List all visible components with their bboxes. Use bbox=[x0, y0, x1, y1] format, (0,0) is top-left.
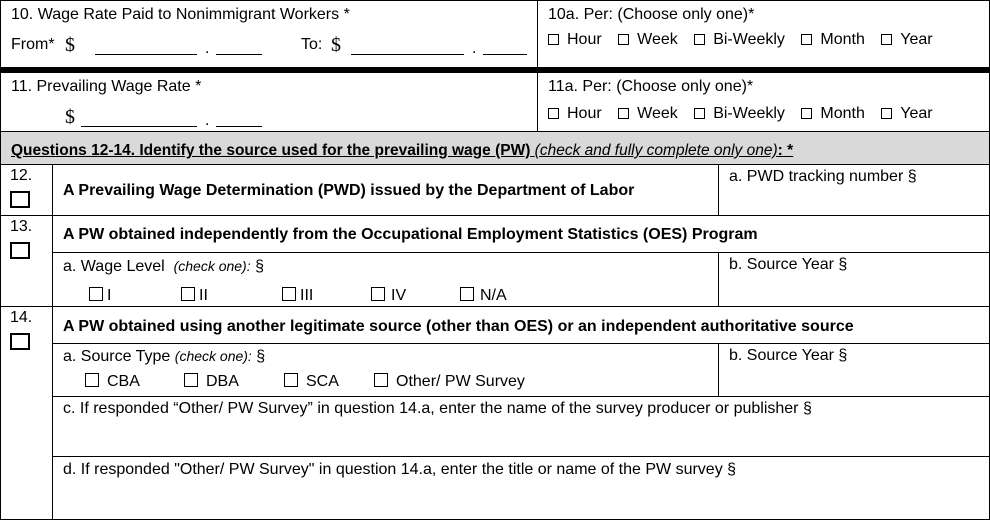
checkbox-icon bbox=[801, 108, 812, 119]
q12-number: 12. bbox=[10, 167, 33, 184]
number-divider bbox=[0, 215, 53, 216]
q10a-option-label: Hour bbox=[567, 31, 602, 48]
q14d-label: d. If responded "Other/ PW Survey" in question 14.a, enter the title or name of the PW survey § bbox=[63, 461, 737, 478]
checkbox-icon bbox=[89, 287, 103, 301]
checkbox-icon bbox=[282, 287, 296, 301]
q10a-label: 10a. Per: (Choose only one)* bbox=[548, 6, 755, 23]
wage-level-option-ii[interactable] bbox=[181, 287, 208, 304]
q10a-option-label: Bi-Weekly bbox=[713, 31, 785, 48]
q14d-cell[interactable] bbox=[52, 456, 990, 520]
checkbox-icon bbox=[460, 287, 474, 301]
q13-wage-level-mark: § bbox=[255, 258, 264, 275]
q13-wage-level-label bbox=[63, 259, 264, 275]
q11a-cell bbox=[537, 72, 990, 132]
q11a-label: 11a. Per: (Choose only one)* bbox=[548, 78, 754, 95]
source-type-option-other[interactable] bbox=[374, 373, 525, 390]
wage-level-label: IV bbox=[391, 287, 407, 304]
q11a-option-label: Hour bbox=[567, 105, 602, 122]
q10a-cell bbox=[537, 0, 990, 68]
q11a-option-hour[interactable] bbox=[548, 106, 602, 122]
q14-source-type-mark: § bbox=[256, 348, 266, 365]
q13-checkbox[interactable] bbox=[10, 242, 30, 259]
q14-source-year-cell[interactable] bbox=[718, 343, 990, 397]
q12-checkbox[interactable] bbox=[10, 191, 30, 208]
q10-from-dollar: $ bbox=[65, 34, 75, 56]
q10a-option-label: Week bbox=[637, 31, 678, 48]
q10-from-label: From* bbox=[11, 36, 55, 53]
source-type-option-dba[interactable] bbox=[184, 373, 239, 390]
q14c-cell[interactable] bbox=[52, 396, 990, 457]
q11-cell bbox=[0, 72, 538, 132]
checkbox-icon bbox=[85, 373, 99, 387]
q10-from-cents-field[interactable] bbox=[216, 54, 262, 55]
q12-tracking-cell[interactable] bbox=[718, 164, 990, 216]
q10a-option-label: Year bbox=[900, 31, 933, 48]
q10a-option-week[interactable] bbox=[618, 32, 678, 48]
source-type-option-cba[interactable] bbox=[85, 373, 140, 390]
q11a-options bbox=[548, 106, 945, 122]
checkbox-icon bbox=[694, 108, 705, 119]
q11a-option-week[interactable] bbox=[618, 106, 678, 122]
q10-cell bbox=[0, 0, 538, 68]
q14-source-type-cell bbox=[52, 343, 719, 397]
q13-wage-level-hint: (check one): bbox=[173, 258, 251, 274]
number-divider bbox=[0, 306, 53, 307]
q14-source-type-text: a. Source Type bbox=[63, 348, 171, 365]
checkbox-icon bbox=[618, 34, 629, 45]
q11a-option-label: Bi-Weekly bbox=[713, 105, 785, 122]
q14-title: A PW obtained using another legitimate source (other than OES) or an independent authoritative source bbox=[63, 318, 854, 335]
q13-wage-level-text: a. Wage Level bbox=[63, 258, 165, 275]
q10-label: 10. Wage Rate Paid to Nonimmigrant Workers * bbox=[11, 6, 350, 23]
checkbox-icon bbox=[184, 373, 198, 387]
q11-label: 11. Prevailing Wage Rate * bbox=[11, 78, 202, 95]
checkbox-icon bbox=[371, 287, 385, 301]
q11-dollars-field[interactable] bbox=[81, 126, 197, 127]
wage-level-option-i[interactable] bbox=[89, 287, 111, 304]
q10-to-dot: . bbox=[472, 40, 477, 57]
q10-from-dollars-field[interactable] bbox=[95, 54, 197, 55]
checkbox-icon bbox=[881, 34, 892, 45]
q11a-option-month[interactable] bbox=[801, 106, 864, 122]
q13-number: 13. bbox=[10, 218, 33, 235]
q10a-option-label: Month bbox=[820, 31, 865, 48]
checkbox-icon bbox=[801, 34, 812, 45]
q14-checkbox[interactable] bbox=[10, 333, 30, 350]
source-type-label: CBA bbox=[107, 373, 140, 390]
q12-tracking-label: a. PWD tracking number § bbox=[729, 168, 917, 185]
q10a-option-month[interactable] bbox=[801, 32, 864, 48]
q11-cents-field[interactable] bbox=[216, 126, 262, 127]
q14-title-cell bbox=[52, 306, 990, 344]
checkbox-icon bbox=[881, 108, 892, 119]
q13-title: A PW obtained independently from the Occupational Employment Statistics (OES) Program bbox=[63, 226, 758, 243]
q14-source-type-label bbox=[63, 349, 265, 365]
source-type-label: DBA bbox=[206, 373, 239, 390]
q13-title-cell bbox=[52, 215, 990, 253]
q11-dollar: $ bbox=[65, 106, 75, 128]
checkbox-icon bbox=[181, 287, 195, 301]
q14-source-year-label: b. Source Year § bbox=[729, 347, 848, 364]
q11a-option-label: Week bbox=[637, 105, 678, 122]
q10-to-label: To: bbox=[301, 36, 323, 53]
q12-title-cell bbox=[52, 164, 719, 216]
q14-source-type-hint: (check one): bbox=[174, 348, 252, 364]
wage-level-label: III bbox=[300, 287, 314, 304]
wage-level-label: II bbox=[199, 287, 208, 304]
q10-to-cents-field[interactable] bbox=[483, 54, 527, 55]
q10-to-dollar: $ bbox=[331, 34, 341, 56]
checkbox-icon bbox=[284, 373, 298, 387]
q10a-option-biweekly[interactable] bbox=[694, 32, 785, 48]
wage-level-option-na[interactable] bbox=[460, 287, 507, 304]
wage-level-label: N/A bbox=[480, 287, 507, 304]
q10-from-dot: . bbox=[205, 40, 210, 57]
section-header-tail: : * bbox=[777, 142, 794, 159]
q10a-option-year[interactable] bbox=[881, 32, 932, 48]
q10a-option-hour[interactable] bbox=[548, 32, 602, 48]
wage-level-option-iv[interactable] bbox=[371, 287, 406, 304]
wage-level-label: I bbox=[107, 287, 112, 304]
q14-number: 14. bbox=[10, 309, 33, 326]
q13-source-year-cell[interactable] bbox=[718, 252, 990, 307]
q11a-option-label: Year bbox=[900, 105, 933, 122]
checkbox-icon bbox=[694, 34, 705, 45]
q11a-option-label: Month bbox=[820, 105, 865, 122]
q11a-option-year[interactable] bbox=[881, 106, 932, 122]
wage-level-option-iii[interactable] bbox=[282, 287, 313, 304]
q11a-option-biweekly[interactable] bbox=[694, 106, 785, 122]
checkbox-icon bbox=[374, 373, 388, 387]
section-header-text bbox=[11, 143, 793, 159]
q11-dot: . bbox=[205, 112, 210, 129]
q13-source-year-label: b. Source Year § bbox=[729, 256, 848, 273]
checkbox-icon bbox=[548, 108, 559, 119]
q10a-options bbox=[548, 32, 945, 48]
q12-title: A Prevailing Wage Determination (PWD) issued by the Department of Labor bbox=[63, 182, 635, 199]
section-header bbox=[0, 131, 990, 165]
q14c-label: c. If responded “Other/ PW Survey” in question 14.a, enter the name of the survey producer or publisher § bbox=[63, 400, 812, 417]
q10-to-dollars-field[interactable] bbox=[351, 54, 464, 55]
source-type-label: SCA bbox=[306, 373, 339, 390]
q13-wage-level-cell bbox=[52, 252, 719, 307]
section-header-italic: (check and fully complete only one) bbox=[534, 142, 778, 159]
checkbox-icon bbox=[548, 34, 559, 45]
checkbox-icon bbox=[618, 108, 629, 119]
section-header-main: Questions 12-14. Identify the source used for the prevailing wage (PW) bbox=[11, 142, 531, 159]
source-type-label: Other/ PW Survey bbox=[396, 373, 525, 390]
source-type-option-sca[interactable] bbox=[284, 373, 339, 390]
